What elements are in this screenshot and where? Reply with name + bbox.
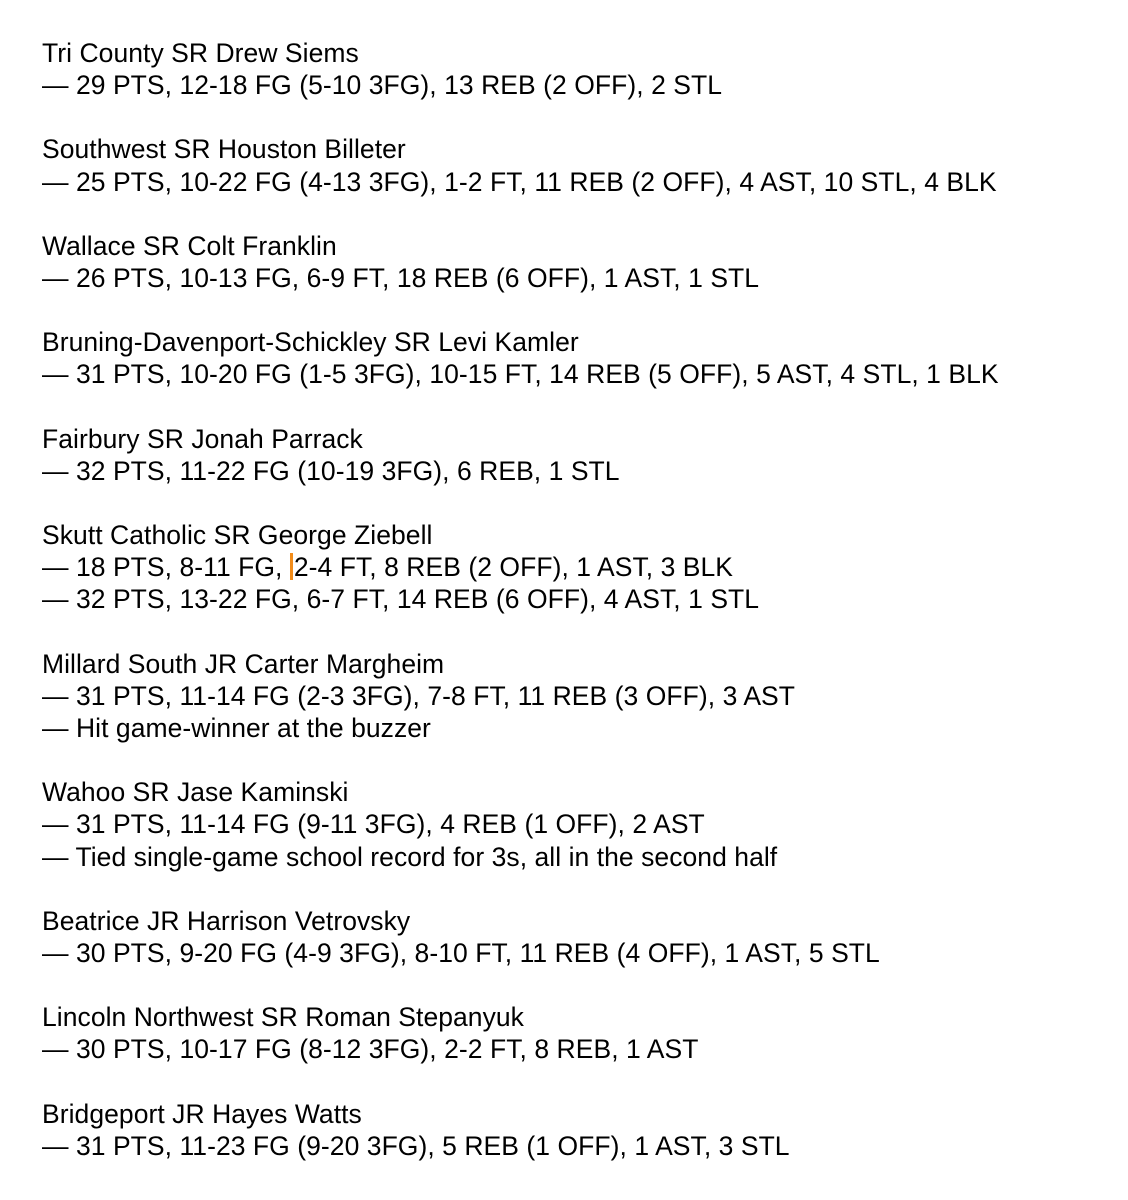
player-entry-kaminski [42,776,1122,873]
stat-line [42,551,1122,583]
player-heading: Beatrice JR Harrison Vetrovsky [42,905,411,936]
player-entry-franklin [42,230,1122,294]
player-entry-kamler [42,326,1122,390]
stat-line-end: 2-4 FT, 8 REB (2 OFF), 1 AST, 3 BLK [293,552,734,583]
player-heading: Bruning-Davenport-Schickley SR Levi Kamler [42,327,579,358]
player-heading: Wallace SR Colt Franklin [42,230,337,261]
player-heading: Southwest SR Houston Billeter [42,134,406,165]
player-entry-parrack [42,423,1122,487]
stat-line: — 31 PTS, 11-14 FG (2-3 3FG), 7-8 FT, 11 REB (3 OFF), 3 AST [42,680,796,711]
stat-line: — 31 PTS, 11-14 FG (9-11 3FG), 4 REB (1 OFF), 2 AST [42,809,705,840]
player-entry-margheim [42,648,1122,745]
stat-line: — 31 PTS, 10-20 FG (1-5 3FG), 10-15 FT, 14 REB (5 OFF), 5 AST, 4 STL, 1 BLK [42,359,999,390]
stat-line: — 26 PTS, 10-13 FG, 6-9 FT, 18 REB (6 OFF), 1 AST, 1 STL [42,263,760,294]
player-heading: Tri County SR Drew Siems [42,38,359,68]
player-heading: Wahoo SR Jase Kaminski [42,777,349,808]
player-entry-siems [42,37,1122,101]
stat-line: — 30 PTS, 10-17 FG (8-12 3FG), 2-2 FT, 8 REB, 1 AST [42,1034,699,1065]
player-entry-billeter [42,133,1122,197]
note-line: — Tied single-game school record for 3s, all in the second half [42,841,778,872]
player-entry-watts [42,1098,1122,1162]
stat-line-start: — 18 PTS, 8-11 FG, [42,552,290,583]
stat-line: — 30 PTS, 9-20 FG (4-9 3FG), 8-10 FT, 11 REB (4 OFF), 1 AST, 5 STL [42,938,880,969]
stat-line: — 25 PTS, 10-22 FG (4-13 3FG), 1-2 FT, 11 REB (2 OFF), 4 AST, 10 STL, 4 BLK [42,166,997,197]
player-heading: Bridgeport JR Hayes Watts [42,1098,362,1129]
player-heading: Fairbury SR Jonah Parrack [42,423,363,454]
stat-line: — 31 PTS, 11-23 FG (9-20 3FG), 5 REB (1 OFF), 1 AST, 3 STL [42,1130,790,1161]
stat-line: — 32 PTS, 13-22 FG, 6-7 FT, 14 REB (6 OFF), 4 AST, 1 STL [42,584,760,615]
player-heading: Millard South JR Carter Margheim [42,648,445,679]
player-entry-ziebell [42,519,1122,616]
stat-line: — 32 PTS, 11-22 FG (10-19 3FG), 6 REB, 1 STL [42,455,620,486]
player-entry-stepanyuk [42,1001,1122,1065]
text-cursor [290,553,293,580]
document-body[interactable] [42,37,1122,1194]
note-line: — Hit game-winner at the buzzer [42,713,431,744]
player-heading: Lincoln Northwest SR Roman Stepanyuk [42,1002,524,1033]
player-heading: Skutt Catholic SR George Ziebell [42,520,433,551]
player-entry-vetrovsky [42,905,1122,969]
stat-line: — 29 PTS, 12-18 FG (5-10 3FG), 13 REB (2 OFF), 2 STL [42,70,723,101]
